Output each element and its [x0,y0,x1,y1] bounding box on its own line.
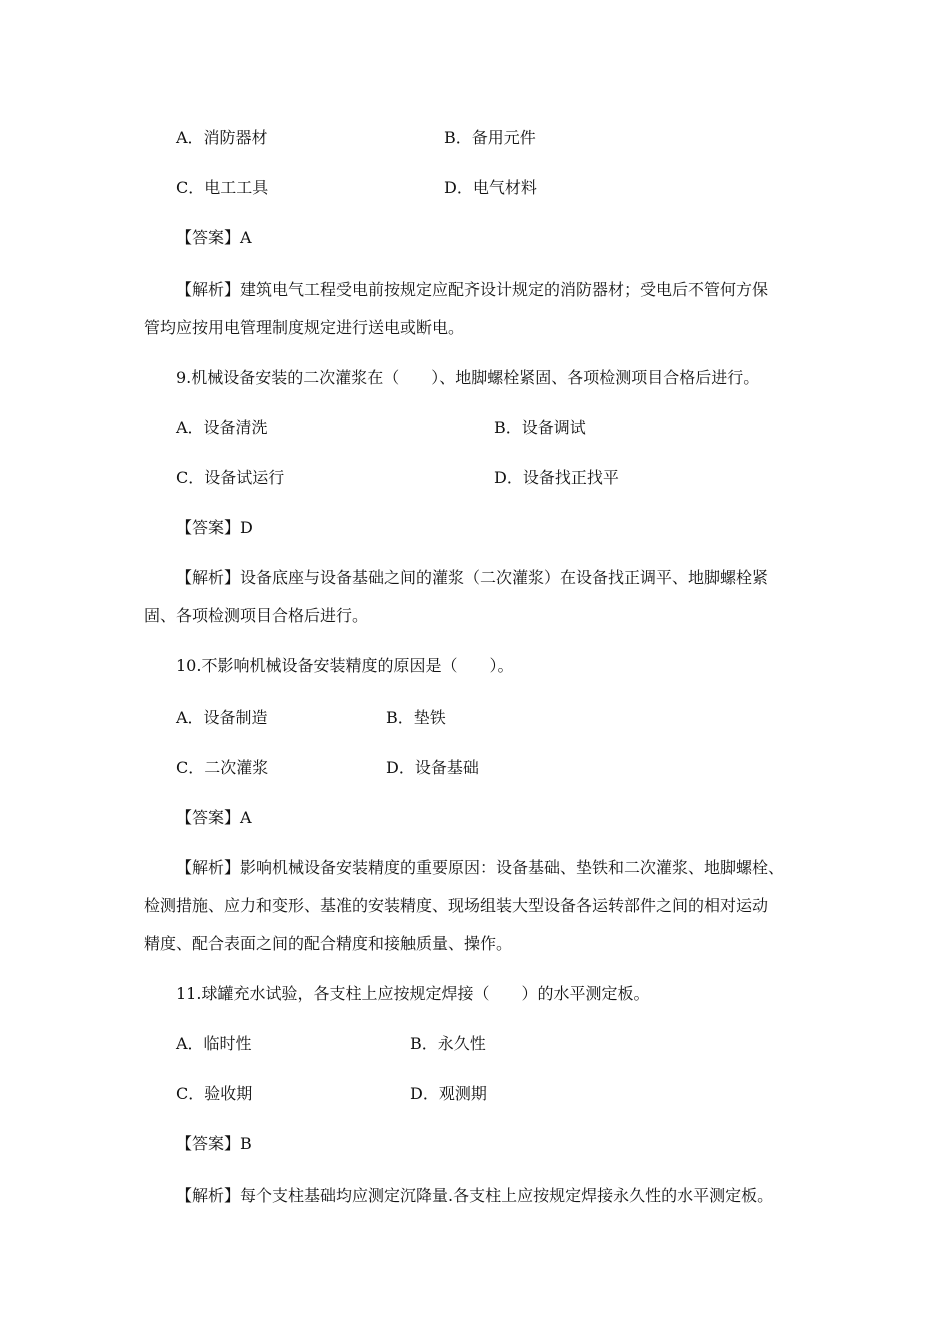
q9-answer: 【答案】D [176,518,253,537]
q9-option-c: C．设备试运行 [176,468,285,487]
q10-option-b: B．垫铁 [386,708,446,727]
q10-answer: 【答案】A [176,808,252,827]
q8-answer: 【答案】A [176,228,252,247]
q8-analysis-line-2: 管均应按用电管理制度规定进行送电或断电。 [144,318,465,337]
q8-option-b: B．备用元件 [444,128,536,147]
q9-question: 9.机械设备安装的二次灌浆在（ ）、地脚螺栓紧固、各项检测项目合格后进行。 [176,368,760,387]
q11-question: 11.球罐充水试验，各支柱上应按规定焊接（ ）的水平测定板。 [176,984,650,1003]
q9-option-b: B．设备调试 [494,418,586,437]
q10-option-d: D．设备基础 [386,758,479,777]
q9-analysis-line-1: 【解析】设备底座与设备基础之间的灌浆（二次灌浆）在设备找正调平、地脚螺栓紧 [176,568,769,587]
q8-option-c: C．电工工具 [176,178,269,197]
q11-analysis-line-1: 【解析】每个支柱基础均应测定沉降量.各支柱上应按规定焊接永久性的水平测定板。 [176,1186,774,1205]
q11-option-c: C．验收期 [176,1084,253,1103]
q10-option-a: A．设备制造 [176,708,268,727]
q10-question: 10.不影响机械设备安装精度的原因是（ ）。 [176,656,514,675]
q8-option-a: A．消防器材 [176,128,268,147]
q10-analysis-line-2: 检测措施、应力和变形、基准的安装精度、现场组装大型设备各运转部件之间的相对运动 [144,896,769,915]
q8-option-d: D．电气材料 [444,178,537,197]
q10-analysis-line-1: 【解析】影响机械设备安装精度的重要原因：设备基础、垫铁和二次灌浆、地脚螺栓、 [176,858,785,877]
q9-option-a: A．设备清洗 [176,418,268,437]
q11-option-d: D．观测期 [410,1084,487,1103]
q9-analysis-line-2: 固、各项检测项目合格后进行。 [144,606,369,625]
q8-analysis-line-1: 【解析】建筑电气工程受电前按规定应配齐设计规定的消防器材；受电后不管何方保 [176,280,769,299]
q11-option-b: B．永久性 [410,1034,486,1053]
q10-analysis-line-3: 精度、配合表面之间的配合精度和接触质量、操作。 [144,934,513,953]
q11-option-a: A．临时性 [176,1034,252,1053]
q11-answer: 【答案】B [176,1134,252,1153]
q9-option-d: D．设备找正找平 [494,468,619,487]
q10-option-c: C．二次灌浆 [176,758,269,777]
